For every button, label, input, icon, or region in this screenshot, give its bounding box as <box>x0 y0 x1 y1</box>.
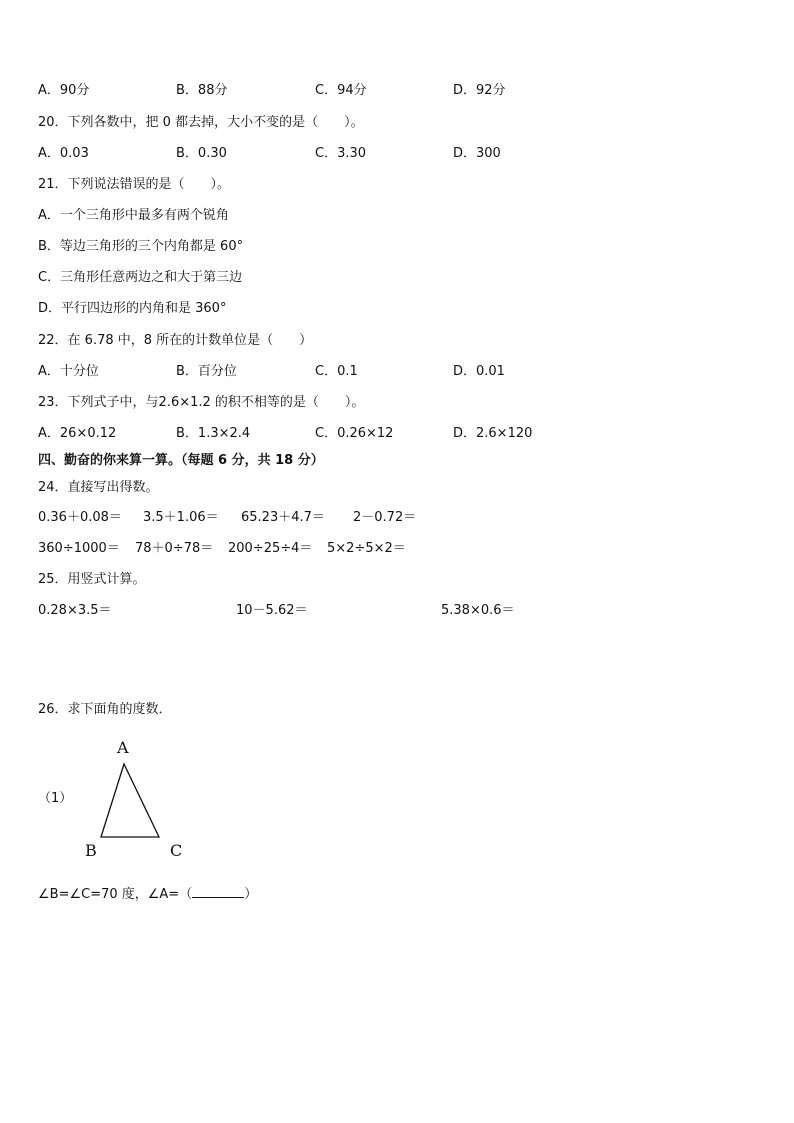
q19-option-b: B．88分 <box>176 83 228 98</box>
q23-option-c: C．0.26×12 <box>315 426 394 441</box>
q24-expr-3: 65.23＋4.7＝ <box>241 510 325 525</box>
vertex-label-b: B <box>85 841 97 860</box>
q24-expr-6: 78＋0÷78＝ <box>135 541 214 556</box>
section-4-heading: 四、勤奋的你来算一算。（每题 6 分，共 18 分） <box>38 453 324 468</box>
q25-stem: 25．用竖式计算。 <box>38 572 146 587</box>
q20-option-a: A．0.03 <box>38 146 89 161</box>
q25-expr-1: 0.28×3.5＝ <box>38 603 112 618</box>
q22-option-a: A．十分位 <box>38 364 99 379</box>
q26-answer-prefix: ∠B=∠C=70 度，∠A=（ <box>38 887 193 902</box>
q22-option-d: D．0.01 <box>453 364 505 379</box>
q24-expr-5: 360÷1000＝ <box>38 541 120 556</box>
q25-expr-2: 10－5.62＝ <box>236 603 308 618</box>
q21-option-a: A．一个三角形中最多有两个锐角 <box>38 208 229 223</box>
vertex-label-a: A <box>117 738 129 757</box>
answer-blank[interactable] <box>192 884 244 898</box>
q21-option-d: D．平行四边形的内角和是 360° <box>38 301 227 316</box>
q23-option-b: B．1.3×2.4 <box>176 426 251 441</box>
q26-stem: 26．求下面角的度数． <box>38 702 172 717</box>
q24-expr-4: 2－0.72＝ <box>353 510 417 525</box>
triangle-abc <box>101 764 159 837</box>
q24-expr-2: 3.5＋1.06＝ <box>143 510 219 525</box>
q20-stem: 20．下列各数中，把 0 都去掉，大小不变的是（ ）。 <box>38 115 364 130</box>
q25-expr-3: 5.38×0.6＝ <box>441 603 515 618</box>
triangle-figure <box>98 760 168 860</box>
q21-option-b: B．等边三角形的三个内角都是 60° <box>38 239 244 254</box>
q26-answer-line <box>38 884 257 903</box>
q19-option-c: C．94分 <box>315 83 367 98</box>
q22-option-b: B．百分位 <box>176 364 237 379</box>
q23-option-d: D．2.6×120 <box>453 426 533 441</box>
q24-expr-8: 5×2÷5×2＝ <box>327 541 406 556</box>
q20-option-b: B．0.30 <box>176 146 227 161</box>
q21-stem: 21．下列说法错误的是（ ）。 <box>38 177 231 192</box>
q22-option-c: C．0.1 <box>315 364 358 379</box>
q19-option-d: D．92分 <box>453 83 506 98</box>
vertex-label-c: C <box>170 841 183 860</box>
q23-stem: 23．下列式子中，与2.6×1.2 的积不相等的是（ ）。 <box>38 395 365 410</box>
q20-option-c: C．3.30 <box>315 146 367 161</box>
q24-expr-7: 200÷25÷4＝ <box>228 541 313 556</box>
q24-stem: 24．直接写出得数。 <box>38 480 159 495</box>
q22-stem: 22．在 6.78 中，8 所在的计数单位是（ ） <box>38 333 313 348</box>
q23-option-a: A．26×0.12 <box>38 426 117 441</box>
q24-expr-1: 0.36＋0.08＝ <box>38 510 122 525</box>
q26-answer-suffix: ） <box>244 887 258 902</box>
q19-option-a: A．90分 <box>38 83 90 98</box>
q20-option-d: D．300 <box>453 146 501 161</box>
q21-option-c: C．三角形任意两边之和大于第三边 <box>38 270 243 285</box>
q26-sub-label: （1） <box>38 791 73 806</box>
